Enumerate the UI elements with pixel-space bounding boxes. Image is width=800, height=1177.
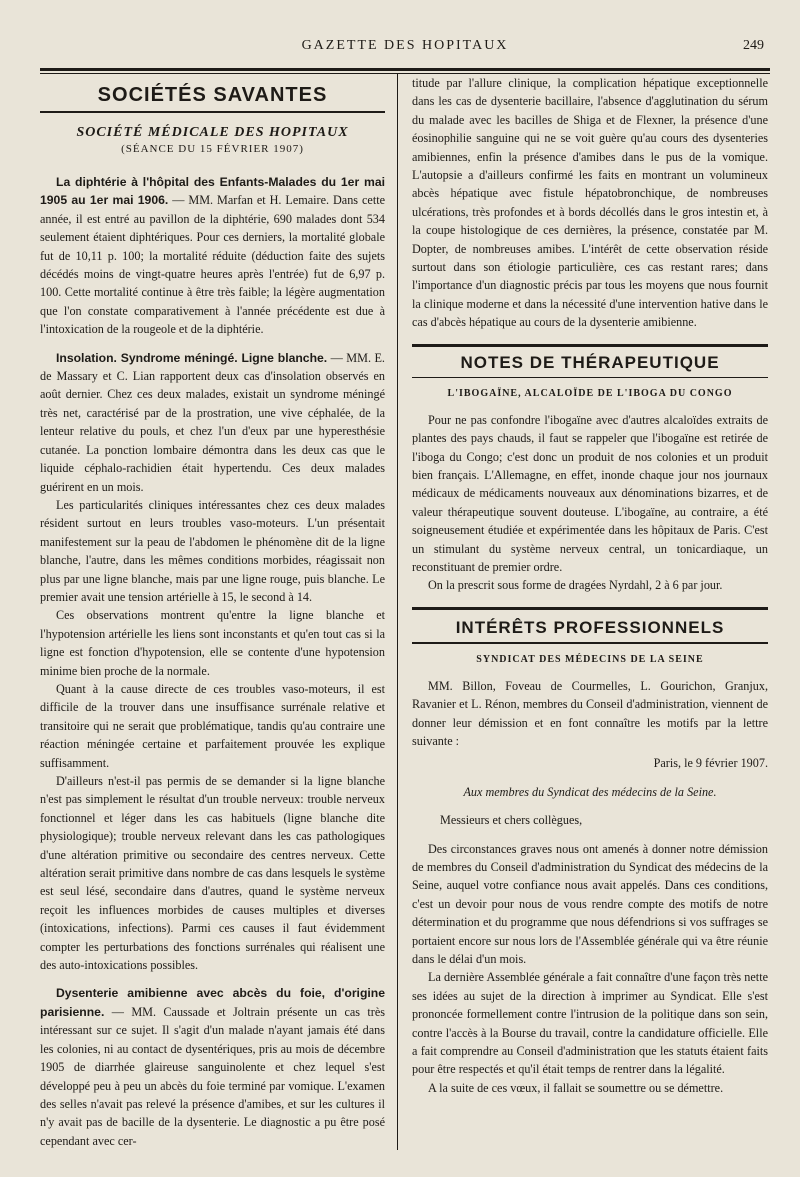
article-text: — MM. Marfan et H. Lemaire. Dans cette année, il est entré au pavillon de la diphtérie, 690 malades dont 534 seulement étaient diphtériques. Pour ces derniers, la mortalité globale fut de 10,11 p. 100; la mortalité réduite (déduction faite des sujets décédés moins de vingt-quatre heures après l'entrée) fut de 6,97 p. 100. Cette mortalité continue à être très faible; la légère augmentation que l'on constate comparativement à l'année précédente est due à l'intoxication de la rougeole et de la diphtérie.: [40, 193, 385, 337]
interests-title: INTÉRÊTS PROFESSIONNELS: [455, 617, 725, 637]
paragraph: D'ailleurs n'est-il pas permis de se demander si la ligne blanche n'est pas simplement le résultat d'un trouble nerveux: trouble nerveux fonctionnel et léger dans les cas habituels (ligne blanche dite physiologique); trouble nerveux relevant dans les cas pathologiques d'une altération primitive ou secondaire des centres nerveux. Cette altération serait primitive dans nombre de cas dans lesquels le système est seul lésé, secondaire dans d'autres, quand le système nerveux reçoit les influences morbides de causes multiples et diverses (intoxications, infections). Parmi ces causes il faut évidemment compter les perturbations des fonctions surrénales qui réalisent une des auto-intoxications possibles.: [40, 774, 385, 973]
paragraph: A la suite de ces vœux, il fallait se soumettre ou se démettre.: [428, 1080, 724, 1095]
section-rule: [412, 377, 768, 378]
paragraph: Quant à la cause directe de ces troubles vaso-moteurs, il est difficile de la trouver dans une insuffisance surrénale relative et transitoire qui ne serait que problématique, tandis qu'au contraire une réaction méningée certaine et parfaitement prouvée les explique suffisamment.: [40, 681, 385, 770]
running-header: [40, 38, 770, 62]
article-dysentery: [40, 984, 385, 1150]
section-rule: [412, 642, 768, 644]
section-rule: [412, 607, 768, 610]
article-heading: Insolation. Syndrome méningé. Ligne blanche.: [56, 350, 328, 365]
paragraph: On la prescrit sous forme de dragées Nyrdahl, 2 à 6 par jour.: [428, 578, 723, 593]
right-column: [398, 74, 768, 1150]
left-column: [40, 74, 398, 1150]
article-text: — MM. Caussade et Joltrain présente un cas très intéressant sur ce sujet. Il s'agit d'un malade n'ayant jamais été dans les colonies, ni au contact de dysentériques, pris au mois de décembre 1905 de diarrhée glaireuse sanguinolente et chez lequel s'est développé peu à peu un abcès du foie terminé par vomique. L'examen des selles n'avait pas relevé la présence d'amibes, et sur les cultures il n'y avait pas de bacille de la dysenterie. Le diagnostic a pu être posé cependant avec cer-: [40, 1004, 386, 1148]
paragraph: Ces observations montrent qu'entre la ligne blanche et l'hypotension artérielle les liens sont inconstants et qu'en tout cas si la ligne est fonction d'hypotension, elle se contente d'une hypotension minime bien proche de la normale.: [40, 608, 385, 678]
paragraph-continued: titude par l'allure clinique, la complication hépatique exceptionnelle dans les cas de dysenterie bacillaire, l'absence d'agglutination du sérum du malade avec les bacilles de Shiga et de Flexner, la présence d'une éosinophilie sanguine qui ne se voit guère qu'au cours des dysenteries amibiennes, enfin la présence d'amibes dans le pus de la vomique. L'autopsie a d'ailleurs confirmé les faits en montrant un volumineux abcès hépatique avec fistule hépatobronchique, de nombreuses ulcérations, très profondes et à bords décollés dans le gros intestin et, à la coupe histologique de ces dernières, la présence, constatée par M. Dopter, de nombreuses amibes. L'intérêt de cette observation réside surtout dans son étiologie particulière, ces cas restant rares; dans l'importance d'un diagnostic précis par tous les moyens que nous fournit la clinique moderne et dans la nécessité d'une intervention hative dans le cas d'abcès hépatique au cours de la dysenterie amibienne.: [412, 76, 768, 330]
columns: [40, 74, 770, 1150]
letter-salutation: Messieurs et chers collègues,: [440, 813, 583, 828]
paragraph: Pour ne pas confondre l'ibogaïne avec d'autres alcaloïdes extraits de plantes des pays chauds, il faut se rappeler que l'ibogaïne est retirée de l'iboga du Congo; c'est donc un produit de nos colonies et un produit bien français. L'Allemagne, en effet, inonde chaque jour nos journaux médicaux de médicaments nouveaux aux dénominations bizarres, et de valeur thérapeutique souvent douteuse. L'ibogaïne, au contraire, a été soigneusement étudiée et expérimentée dans les hôpitaux de Paris. C'est un stimulant du système nerveux central, un tonicardiaque, un reconstituant de premier ordre.: [412, 412, 768, 574]
section-rule: [412, 344, 768, 347]
paragraph: Les particularités cliniques intéressantes chez ces deux malades résident surtout en leurs troubles vaso-moteurs. L'un présentait manifestement sur la peau de l'abdomen le phénomène dit de la ligne blanche, l'autre, dans les mêmes conditions morbides, réagissait non plus par une ligne blanche, mais par une ligne rouge, puis blanche. Le premier avait une tension artérielle à 15, le second à 14.: [40, 497, 385, 604]
section-title: SOCIÉTÉS SAVANTES: [97, 84, 328, 106]
article-heading: La diphtérie à l'hôpital des Enfants-Malades du 1er mai 1905 au 1er mai 1906.: [40, 175, 385, 208]
interests-subtitle: SYNDICAT DES MÉDECINS DE LA SEINE: [476, 653, 704, 665]
article-diphtheria: [40, 173, 385, 339]
running-title: GAZETTE DES HOPITAUX: [301, 38, 509, 53]
notes-title: NOTES DE THÉRAPEUTIQUE: [460, 352, 720, 372]
letter-date: Paris, le 9 février 1907.: [653, 756, 768, 771]
session-date: (SÉANCE DU 15 FÉVRIER 1907): [121, 143, 304, 155]
section-rule: [40, 111, 385, 113]
paragraph: La dernière Assemblée générale a fait connaître d'une façon très nette ses idées au sujet de la direction à imprimer au Syndicat. Elle s'est prononcée formellement contre l'intrusion de la politique dans son sein, contre l'accès à la Bourse du travail, contre la candidature officielle. Elle a fait comprendre au Conseil d'administration que les statuts étaient faits pour être respectés et qu'il était temps de rentrer dans la légalité.: [412, 970, 768, 1077]
notes-subtitle: L'IBOGAÏNE, ALCALOÏDE DE L'IBOGA DU CONGO: [447, 387, 733, 399]
paragraph: MM. Billon, Foveau de Courmelles, L. Gourichon, Granjux, Ravanier et L. Rénon, membres du Conseil d'administration, viennent de donner leur démission et en font connaître les motifs par la lettre suivante :: [412, 678, 768, 748]
header-rule: [40, 68, 770, 71]
paragraph: Des circonstances graves nous ont amenés à donner notre démission de membres du Conseil d'administration du Syndicat des médecins de la Seine, auquel votre confiance nous avait appelés. Dans ces conditions, c'est un devoir pour nous de vous rendre compte des motifs de notre détermination et du programme que nous défendrions si vos suffrages se portaient encore sur nous lors de l'Assemblée générale qui va être réunie dans le délai d'un mois.: [412, 841, 768, 967]
page-number: 249: [743, 38, 764, 53]
article-heading: Dysenterie amibienne avec abcès du foie, d'origine parisienne.: [40, 986, 385, 1019]
article-insolation: [40, 349, 385, 496]
society-title: SOCIÉTÉ MÉDICALE DES HOPITAUX: [76, 125, 349, 140]
article-text: — MM. E. de Massary et C. Lian rapportent deux cas d'insolation observés en août dernier. Chez ces deux malades, existait un syndrome méningé très net, caractérisé par de la prostration, une vive céphalée, de la lenteur relative du pouls, et chez l'un d'eux par une hyperesthésie cutanée. La ponction lombaire démontra dans les deux cas que le liquide céphalo-rachidien était hypertendu. Ces deux malades guérirent en un mois.: [40, 350, 385, 494]
letter-address: Aux membres du Syndicat des médecins de la Seine.: [463, 784, 717, 799]
